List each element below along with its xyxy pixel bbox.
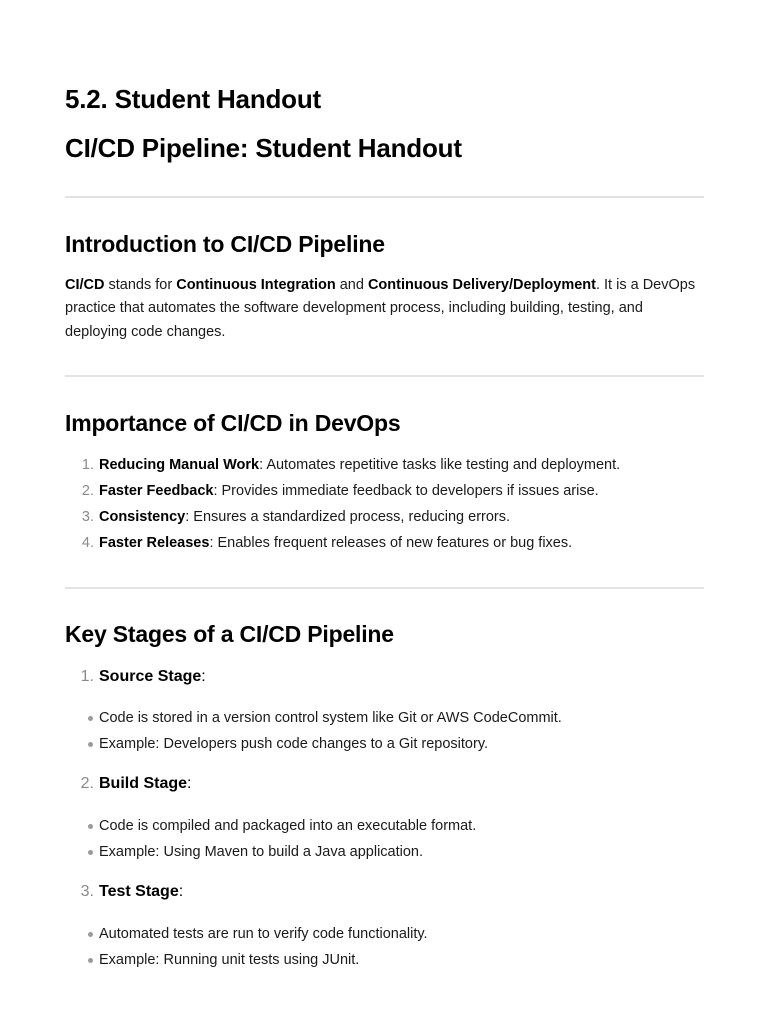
item-desc: : Ensures a standardized process, reducing errors. <box>185 509 511 525</box>
bullet-icon <box>88 932 93 937</box>
stage-title: Test Stage <box>99 883 179 900</box>
divider <box>65 375 704 377</box>
list-item <box>65 921 705 947</box>
item-desc: : Automates repetitive tasks like testing and deployment. <box>259 457 621 473</box>
list-item <box>65 504 705 530</box>
intro-heading: Introduction to CI/CD Pipeline <box>65 231 385 257</box>
list-item <box>65 478 705 504</box>
bullet-icon <box>88 958 93 963</box>
bullet-text: Code is stored in a version control system like Git or AWS CodeCommit. <box>99 710 562 726</box>
list-item <box>65 947 705 973</box>
item-title: Consistency <box>99 509 186 525</box>
list-item <box>65 731 705 757</box>
intro-text-2: and <box>335 277 368 293</box>
term-ci: Continuous Integration <box>176 277 336 293</box>
item-title: Reducing Manual Work <box>99 457 260 473</box>
stage-suffix: : <box>178 883 184 900</box>
bullet-text: Code is compiled and packaged into an executable format. <box>99 818 477 834</box>
stage-build <box>65 771 705 797</box>
bullet-icon <box>88 850 93 855</box>
list-item <box>65 839 705 865</box>
stage-source-bullets <box>65 705 705 757</box>
bullet-text: Example: Developers push code changes to a Git repository. <box>99 736 489 752</box>
stage-title-row <box>65 879 705 905</box>
list-item <box>65 452 705 478</box>
stages-heading: Key Stages of a CI/CD Pipeline <box>65 621 394 647</box>
section-title: 5.2. Student Handout <box>65 84 322 114</box>
stage-suffix: : <box>201 668 206 685</box>
term-cd: Continuous Delivery/Deployment <box>367 277 596 293</box>
list-marker: 3. <box>80 883 94 900</box>
list-item <box>65 813 705 839</box>
item-title: Faster Releases <box>99 535 210 551</box>
intro-paragraph <box>65 274 705 344</box>
list-marker: 2. <box>81 483 94 499</box>
importance-heading: Importance of CI/CD in DevOps <box>65 410 401 436</box>
stage-build-bullets <box>65 813 705 865</box>
divider <box>65 587 704 589</box>
bullet-text: Example: Running unit tests using JUnit. <box>99 952 360 968</box>
term-cicd: CI/CD <box>65 277 105 293</box>
stage-test <box>65 879 705 905</box>
item-title: Faster Feedback <box>99 483 214 499</box>
item-desc: : Provides immediate feedback to developers if issues arise. <box>213 483 599 499</box>
stage-suffix: : <box>187 775 192 792</box>
bullet-text: Example: Using Maven to build a Java application. <box>99 844 424 860</box>
list-item <box>65 705 705 731</box>
bullet-icon <box>88 742 93 747</box>
stage-title-row <box>65 771 705 797</box>
stage-source <box>65 664 705 690</box>
list-marker: 1. <box>81 457 94 473</box>
stage-title: Build Stage <box>99 775 188 792</box>
intro-text-1: stands for <box>104 277 177 293</box>
list-marker: 1. <box>80 668 94 685</box>
intro-text-3: . It is a DevOps practice that automates the software development process, including building, testing, and deploying code changes. <box>65 277 696 340</box>
bullet-icon <box>88 716 93 721</box>
stage-title: Source Stage <box>99 668 202 685</box>
bullet-icon <box>88 824 93 829</box>
item-desc: : Enables frequent releases of new features or bug fixes. <box>209 535 573 551</box>
importance-list <box>65 452 705 556</box>
bullet-text: Automated tests are run to verify code functionality. <box>99 926 428 942</box>
divider <box>65 196 704 198</box>
list-marker: 3. <box>81 509 94 525</box>
document-title: CI/CD Pipeline: Student Handout <box>65 133 462 163</box>
stage-test-bullets <box>65 921 705 973</box>
list-marker: 2. <box>80 775 94 792</box>
list-item <box>65 530 705 556</box>
list-marker: 4. <box>81 535 94 551</box>
stage-title-row <box>65 664 705 690</box>
